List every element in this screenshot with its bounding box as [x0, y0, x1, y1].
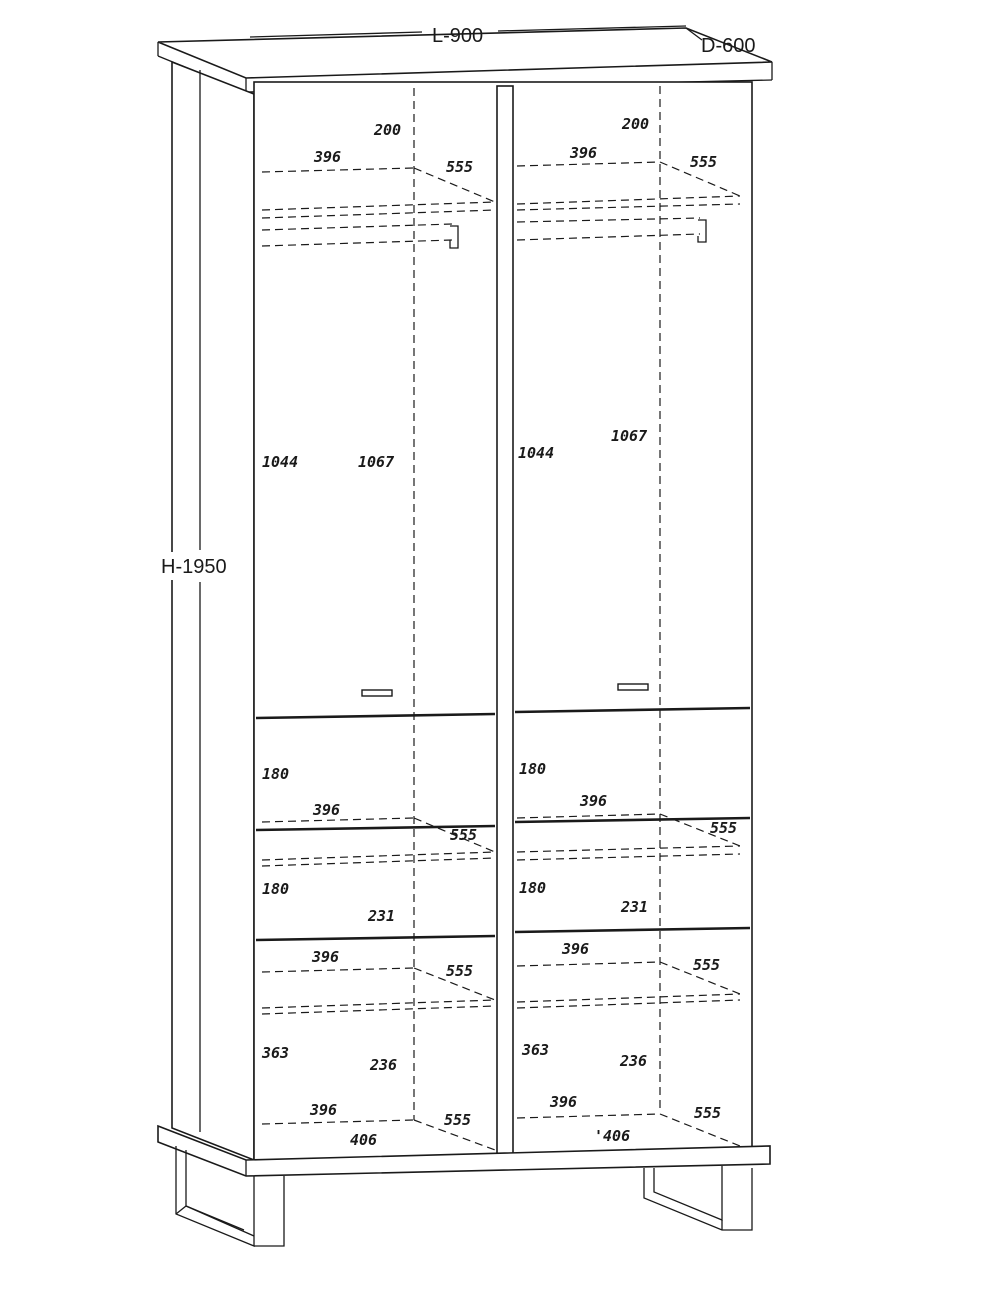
dim-base-width: '406	[594, 1127, 631, 1145]
depth-label: D-600	[701, 35, 756, 57]
dim-top-depth: 555	[690, 153, 718, 171]
dim-drawer-depth: 555	[710, 819, 738, 837]
dim-drawer-width: 396	[313, 801, 341, 819]
leg-right	[644, 1166, 752, 1230]
dim-drawer2-height: 180	[262, 880, 290, 898]
door-handle-left	[362, 690, 392, 696]
dim-lower-inner: 236	[370, 1056, 398, 1074]
height-label: H-1950	[161, 556, 227, 578]
dim-top-height: 200	[374, 121, 402, 139]
dim-bottom-width: 396	[310, 1101, 338, 1119]
center-divider	[497, 86, 513, 1156]
dim-drawer1-height: 180	[519, 760, 547, 778]
dim-shelf-depth: 555	[446, 962, 474, 980]
dim-drawer-width: 396	[580, 792, 608, 810]
dim-shelf-width: 396	[562, 940, 590, 958]
dim-shelf-width: 396	[312, 948, 340, 966]
dim-lower-left: 363	[522, 1041, 550, 1059]
dim-base-width: 406	[350, 1131, 378, 1149]
dim-hanging-total: 1067	[358, 453, 395, 471]
dim-drawer-inner: 231	[621, 898, 649, 916]
dim-top-height: 200	[622, 115, 650, 133]
dim-hanging-total: 1067	[611, 427, 648, 445]
length-label: L-900	[432, 25, 484, 47]
dim-top-width: 396	[570, 144, 598, 162]
dim-lower-inner: 236	[620, 1052, 648, 1070]
dim-bottom-width: 396	[550, 1093, 578, 1111]
dim-top-depth: 555	[446, 158, 474, 176]
dim-hanging-inner: 1044	[262, 453, 299, 471]
dim-drawer-depth: 555	[450, 826, 478, 844]
side-panel	[172, 62, 254, 1160]
dim-shelf-depth: 555	[693, 956, 721, 974]
dim-drawer2-height: 180	[519, 879, 547, 897]
door-handle-right	[618, 684, 648, 690]
dim-drawer-inner: 231	[368, 907, 396, 925]
dim-top-width: 396	[314, 148, 342, 166]
dim-bottom-depth: 555	[694, 1104, 722, 1122]
dim-drawer1-height: 180	[262, 765, 290, 783]
dim-lower-left: 363	[262, 1044, 290, 1062]
dim-bottom-depth: 555	[444, 1111, 472, 1129]
dim-hanging-inner: 1044	[518, 444, 555, 462]
